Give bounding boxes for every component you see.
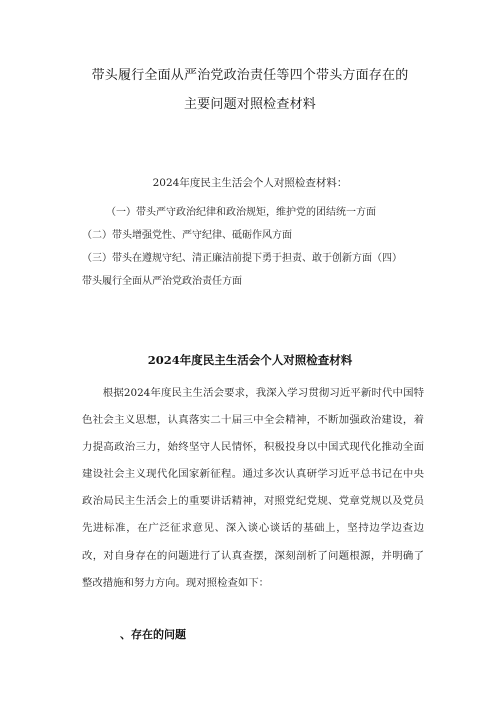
toc-item: 带头履行全面从严治党政治责任方面 bbox=[82, 276, 242, 287]
document-title-line-2: 主要问题对照检查材料 bbox=[183, 97, 316, 112]
body-paragraph bbox=[82, 380, 424, 597]
subheading: 、存在的问题 bbox=[120, 628, 186, 641]
section-title: 2024年度民主生活会个人对照检查材料 bbox=[147, 353, 353, 367]
document-title-line-1: 带头履行全面从严治党政治责任等四个带头方面存在的 bbox=[91, 68, 409, 83]
toc-item: （一）带头严守政治纪律和政治规矩，维护党的团结统一方面 bbox=[106, 207, 376, 218]
paragraph-text: 根据2024年度民主生活会要求，我深入学习贯彻习近平新时代中国特色社会主义思想，认真落实二十届三中全会精神，不断加强政治建设，着力提高政治三力，始终坚守人民情怀，积极投身以中国式现代化推动全面建设社会主义现代化国家新征程。通过多次认真研学习近平总书记在中央政治局民主生活会上的重要讲话精神，对照党纪党规、党章党规以及党员先进标准，在广泛征求意见、深入谈心谈话的基础上，坚持边学边查边改，对自身存在的问题进行了认真查摆，深刻剖析了问题根源，并明确了整改措施和努力方向。现对照检查如下： bbox=[82, 387, 424, 589]
toc-item: （三）带头在遵规守纪、清正廉洁前提下勇于担责、敢于创新方面（四） bbox=[82, 253, 402, 264]
toc-heading: 2024年度民主生活会个人对照检查材料： bbox=[152, 177, 348, 189]
toc-item: （二）带头增强党性、严守纪律、砥砺作风方面 bbox=[82, 230, 292, 241]
